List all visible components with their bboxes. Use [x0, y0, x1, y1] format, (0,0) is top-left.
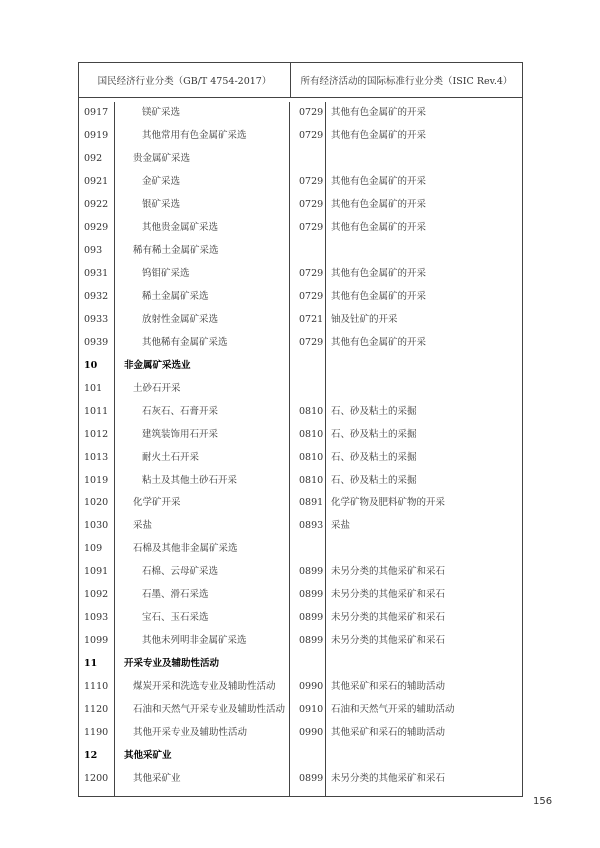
- table-row: [79, 102, 522, 125]
- gbt-code: 0919: [79, 125, 115, 148]
- isic-name: 其他有色金属矿的开采: [331, 107, 427, 118]
- gbt-code: 0929: [79, 217, 115, 240]
- isic-code: 0899: [290, 584, 326, 607]
- isic-name: 铀及钍矿的开采: [331, 313, 398, 325]
- isic-name: 未另分类的其他采矿和采石: [331, 773, 446, 785]
- table-row: [79, 309, 522, 332]
- isic-name: 未另分类的其他采矿和采石: [331, 612, 446, 624]
- gbt-name: 稀有稀土金属矿采选: [115, 240, 290, 263]
- isic-name: 石、砂及粘土的采掘: [331, 474, 417, 486]
- gbt-name: 其他贵金属矿采选: [115, 217, 290, 240]
- gbt-name: 镁矿采选: [115, 102, 290, 125]
- isic-code: 0729: [290, 194, 326, 217]
- isic-name: 其他有色金属矿的开采: [331, 221, 427, 233]
- gbt-name: 非金属矿采选业: [115, 355, 290, 378]
- table-row: [79, 470, 522, 493]
- gbt-name: 其他采矿业: [115, 745, 290, 768]
- gbt-code: 1092: [79, 584, 115, 607]
- gbt-name: 金矿采选: [115, 171, 290, 194]
- isic-code: [290, 355, 326, 378]
- table-header: [79, 63, 522, 98]
- gbt-name: 放射性金属矿采选: [115, 309, 290, 332]
- gbt-name: 宝石、玉石采选: [115, 607, 290, 630]
- isic-name: 化学矿物及肥料矿物的开采: [331, 497, 446, 509]
- table-row: [79, 722, 522, 745]
- table-row: [79, 217, 522, 240]
- isic-code: 0729: [290, 286, 326, 309]
- classification-table: [78, 62, 523, 797]
- table-row: [79, 332, 522, 355]
- isic-code: 0910: [290, 699, 326, 722]
- table-row: [79, 492, 522, 515]
- isic-name: 石油和天然气开采的辅助活动: [331, 704, 455, 716]
- isic-code: 0729: [290, 332, 326, 355]
- table-row: [79, 607, 522, 630]
- table-row: [79, 584, 522, 607]
- gbt-code: 1013: [79, 447, 115, 470]
- isic-code: 0729: [290, 171, 326, 194]
- isic-name: [326, 355, 522, 378]
- isic-name: 其他采矿和采石的辅助活动: [331, 727, 446, 739]
- gbt-code: 1110: [79, 676, 115, 699]
- table-row: [79, 171, 522, 194]
- isic-name: 石、砂及粘土的采掘: [331, 451, 417, 463]
- isic-code: 0899: [290, 768, 326, 791]
- isic-code: 0810: [290, 470, 326, 493]
- gbt-code: 1030: [79, 515, 115, 538]
- isic-name: 其他有色金属矿的开采: [331, 267, 427, 279]
- table-row: [79, 378, 522, 401]
- gbt-name: 粘土及其他土砂石开采: [115, 470, 290, 493]
- gbt-name: 土砂石开采: [115, 378, 290, 401]
- table-row: [79, 447, 522, 470]
- isic-code: 0893: [290, 515, 326, 538]
- isic-name: 其他有色金属矿的开采: [331, 336, 427, 348]
- isic-code: 0899: [290, 561, 326, 584]
- gbt-name: 贵金属矿采选: [115, 148, 290, 171]
- gbt-code: 101: [79, 378, 115, 401]
- table-row: [79, 148, 522, 171]
- gbt-code: 0917: [79, 102, 115, 125]
- isic-code: [290, 148, 326, 171]
- isic-code: 0899: [290, 630, 326, 653]
- isic-code: [290, 538, 326, 561]
- gbt-name: 银矿采选: [115, 194, 290, 217]
- gbt-code: 1020: [79, 492, 115, 515]
- table-bottom-padding: [79, 791, 522, 796]
- isic-code: 0729: [290, 263, 326, 286]
- gbt-code: 0933: [79, 309, 115, 332]
- table-row: [79, 699, 522, 722]
- isic-name: [326, 745, 522, 768]
- gbt-name: 石油和天然气开采专业及辅助性活动: [115, 699, 290, 722]
- gbt-name: 石墨、滑石采选: [115, 584, 290, 607]
- table-body: [79, 102, 522, 796]
- gbt-name: 煤炭开采和洗选专业及辅助性活动: [115, 676, 290, 699]
- isic-name: 其他有色金属矿的开采: [331, 175, 427, 187]
- isic-code: [290, 745, 326, 768]
- isic-code: [290, 378, 326, 401]
- table-row: [79, 630, 522, 653]
- gbt-code: 092: [79, 148, 115, 171]
- isic-name: 其他有色金属矿的开采: [331, 129, 427, 141]
- isic-name: 未另分类的其他采矿和采石: [331, 635, 446, 647]
- gbt-code: 0922: [79, 194, 115, 217]
- gbt-code: 10: [79, 355, 115, 378]
- table-row: [79, 401, 522, 424]
- gbt-code: 1011: [79, 401, 115, 424]
- gbt-code: 1093: [79, 607, 115, 630]
- gbt-name: 其他开采专业及辅助性活动: [115, 722, 290, 745]
- gbt-code: 1012: [79, 424, 115, 447]
- gbt-name: 建筑装饰用石开采: [115, 424, 290, 447]
- table-row: [79, 538, 522, 561]
- gbt-name: 其他未列明非金属矿采选: [115, 630, 290, 653]
- isic-name: [326, 653, 522, 676]
- table-row: [79, 768, 522, 791]
- gbt-name: 其他采矿业: [115, 768, 290, 791]
- gbt-code: 093: [79, 240, 115, 263]
- gbt-code: 0931: [79, 263, 115, 286]
- isic-name: 未另分类的其他采矿和采石: [331, 566, 446, 578]
- table-row: [79, 653, 522, 676]
- isic-code: 0729: [290, 102, 326, 125]
- isic-name: [326, 378, 522, 401]
- gbt-code: 1091: [79, 561, 115, 584]
- isic-code: 0810: [290, 424, 326, 447]
- table-row: [79, 286, 522, 309]
- gbt-name: 化学矿开采: [115, 492, 290, 515]
- isic-name: 石、砂及粘土的采掘: [331, 428, 417, 440]
- gbt-code: 1120: [79, 699, 115, 722]
- gbt-code: 1099: [79, 630, 115, 653]
- isic-name: 其他有色金属矿的开采: [331, 198, 427, 210]
- isic-name: 未另分类的其他采矿和采石: [331, 589, 446, 601]
- table-row: [79, 561, 522, 584]
- header-gbt: 国民经济行业分类（GB/T 4754-2017）: [79, 63, 291, 97]
- gbt-code: 0939: [79, 332, 115, 355]
- isic-code: 0990: [290, 722, 326, 745]
- isic-name: [326, 148, 522, 171]
- isic-code: 0810: [290, 447, 326, 470]
- table-row: [79, 676, 522, 699]
- gbt-name: 采盐: [115, 515, 290, 538]
- isic-code: 0729: [290, 217, 326, 240]
- isic-name: 石、砂及粘土的采掘: [331, 405, 417, 417]
- gbt-code: 109: [79, 538, 115, 561]
- isic-name: 其他采矿和采石的辅助活动: [331, 681, 446, 693]
- isic-code: 0891: [290, 492, 326, 515]
- table-row: [79, 263, 522, 286]
- isic-code: 0721: [290, 309, 326, 332]
- isic-code: [290, 240, 326, 263]
- gbt-name: 钨钼矿采选: [115, 263, 290, 286]
- table-row: [79, 125, 522, 148]
- gbt-code: 0921: [79, 171, 115, 194]
- isic-code: 0810: [290, 401, 326, 424]
- isic-name: [326, 240, 522, 263]
- gbt-name: 其他稀有金属矿采选: [115, 332, 290, 355]
- gbt-code: 11: [79, 653, 115, 676]
- gbt-name: 其他常用有色金属矿采选: [115, 125, 290, 148]
- table-row: [79, 194, 522, 217]
- gbt-code: 0932: [79, 286, 115, 309]
- gbt-name: 耐火土石开采: [115, 447, 290, 470]
- gbt-name: 石灰石、石膏开采: [115, 401, 290, 424]
- page-number: 156: [533, 796, 553, 807]
- gbt-code: 12: [79, 745, 115, 768]
- gbt-code: 1200: [79, 768, 115, 791]
- table-row: [79, 745, 522, 768]
- gbt-code: 1019: [79, 470, 115, 493]
- gbt-code: 1190: [79, 722, 115, 745]
- isic-code: [290, 653, 326, 676]
- isic-name: 其他有色金属矿的开采: [331, 290, 427, 302]
- table-row: [79, 424, 522, 447]
- table-row: [79, 355, 522, 378]
- isic-code: 0899: [290, 607, 326, 630]
- gbt-name: 石棉、云母矿采选: [115, 561, 290, 584]
- isic-name: [326, 538, 522, 561]
- isic-code: 0990: [290, 676, 326, 699]
- gbt-name: 稀土金属矿采选: [115, 286, 290, 309]
- table-row: [79, 515, 522, 538]
- isic-code: 0729: [290, 125, 326, 148]
- isic-name: 采盐: [331, 520, 351, 532]
- gbt-name: 开采专业及辅助性活动: [115, 653, 290, 676]
- header-isic: 所有经济活动的国际标准行业分类（ISIC Rev.4）: [300, 76, 513, 87]
- gbt-name: 石棉及其他非金属矿采选: [115, 538, 290, 561]
- table-row: [79, 240, 522, 263]
